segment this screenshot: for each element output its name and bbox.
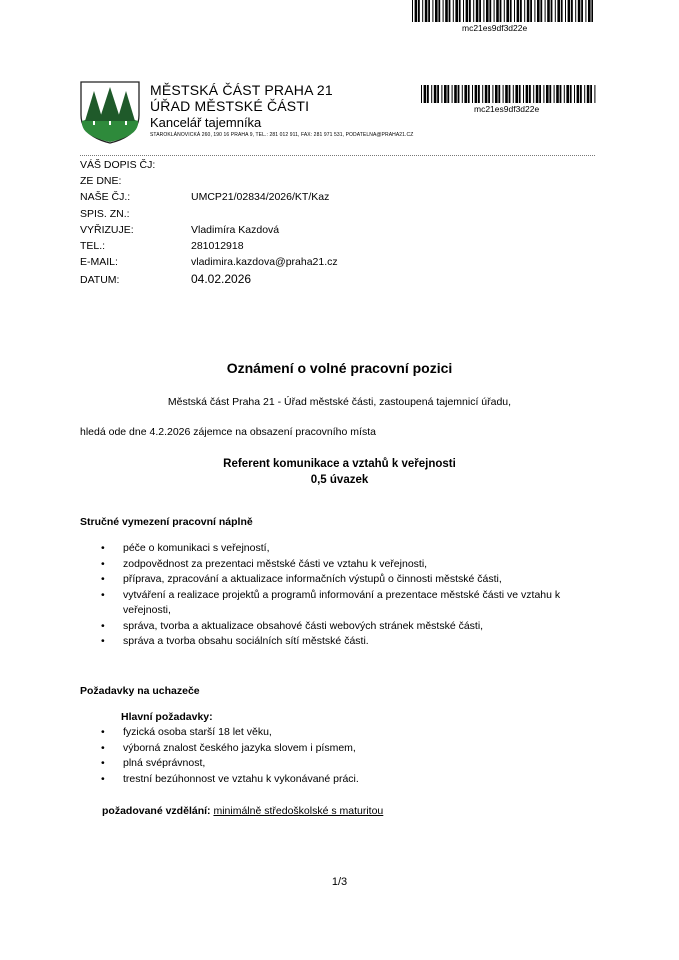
header-divider bbox=[80, 155, 595, 156]
barcode-top bbox=[412, 0, 593, 22]
meta-label: SPIS. ZN.: bbox=[80, 207, 130, 220]
education-label: požadované vzdělání: bbox=[102, 805, 211, 817]
barcode-header bbox=[421, 85, 596, 103]
list-item bbox=[101, 772, 601, 788]
requirements-list bbox=[101, 725, 601, 787]
list-item-text: trestní bezúhonnost ve vztahu k vykonávané práci. bbox=[123, 772, 359, 785]
bullet-icon: • bbox=[101, 741, 105, 754]
list-item-text: vytváření a realizace projektů a programů informování a prezentace městské části ve vztahu k veřejnosti, bbox=[123, 588, 561, 616]
list-item-text: správa, tvorba a aktualizace obsahové části webových stránek městské části, bbox=[123, 619, 484, 632]
meta-value: UMCP21/02834/2026/KT/Kaz bbox=[191, 191, 330, 204]
barcode-header-caption: mc21es9df3d22e bbox=[474, 104, 540, 114]
bullet-icon: • bbox=[101, 757, 105, 769]
list-item-text: péče o komunikaci s veřejností, bbox=[123, 542, 270, 554]
list-item bbox=[101, 725, 601, 741]
bullet-icon: • bbox=[101, 726, 105, 738]
list-item-text: výborná znalost českého jazyka slovem i písmem, bbox=[123, 741, 356, 754]
search-start-text: hledá ode dne 4.2.2026 zájemce na obsazení pracovního místa bbox=[80, 426, 376, 438]
intro-text: Městská část Praha 21 - Úřad městské části, zastoupená tajemnicí úřadu, bbox=[167, 396, 512, 408]
list-item-text: správa a tvorba obsahu sociálních sítí městské části. bbox=[123, 635, 369, 647]
meta-label: E-MAIL: bbox=[80, 256, 118, 269]
meta-label: NAŠE ČJ.: bbox=[80, 191, 131, 204]
requirements-heading: Požadavky na uchazeče bbox=[80, 685, 200, 697]
meta-label: TEL.: bbox=[80, 240, 106, 252]
meta-label: VYŘIZUJE: bbox=[80, 223, 134, 236]
meta-value: Vladimíra Kazdová bbox=[191, 223, 280, 236]
list-item bbox=[101, 572, 601, 588]
meta-label: ZE DNE: bbox=[80, 175, 122, 188]
list-item bbox=[101, 541, 601, 557]
office-subname: ÚŘAD MĚSTSKÉ ČÁSTI bbox=[150, 98, 310, 114]
department-name: Kancelář tajemníka bbox=[150, 115, 262, 130]
list-item-text: plná svéprávnost, bbox=[123, 757, 206, 769]
meta-value: 281012918 bbox=[191, 240, 244, 252]
list-item-text: fyzická osoba starší 18 let věku, bbox=[123, 726, 272, 738]
meta-label: DATUM: bbox=[80, 274, 120, 287]
position-title: Referent komunikace a vztahů k veřejnosti bbox=[223, 458, 456, 470]
document-title: Oznámení o volné pracovní pozici bbox=[226, 360, 453, 376]
barcode-top-caption: mc21es9df3d22e bbox=[462, 23, 528, 33]
list-item-text: příprava, zpracování a aktualizace informačních výstupů o činnosti městské části, bbox=[123, 573, 502, 585]
education-value: minimálně středoškolské s maturitou bbox=[213, 805, 384, 817]
duties-list bbox=[101, 541, 601, 650]
list-item bbox=[101, 588, 601, 619]
list-item bbox=[101, 557, 601, 573]
bullet-icon: • bbox=[101, 772, 105, 785]
meta-value: 04.02.2026 bbox=[191, 272, 252, 287]
list-item bbox=[101, 756, 601, 772]
bullet-icon: • bbox=[101, 588, 105, 601]
list-item bbox=[101, 619, 601, 635]
meta-value: vladimira.kazdova@praha21.cz bbox=[191, 256, 338, 269]
list-item-text: zodpovědnost za prezentaci městské části ve vztahu k veřejnosti, bbox=[123, 557, 428, 570]
bullet-icon: • bbox=[101, 557, 105, 570]
bullet-icon: • bbox=[101, 542, 105, 554]
meta-label: VÁŠ DOPIS ČJ: bbox=[80, 159, 156, 171]
education-requirement bbox=[102, 805, 383, 817]
bullet-icon: • bbox=[101, 619, 105, 632]
duties-heading: Stručné vymezení pracovní náplně bbox=[80, 516, 253, 528]
page-number: 1/3 bbox=[331, 876, 348, 888]
list-item bbox=[101, 741, 601, 757]
main-requirements-heading: Hlavní požadavky: bbox=[121, 711, 213, 723]
office-name: MĚSTSKÁ ČÁST PRAHA 21 bbox=[150, 82, 333, 98]
workload: 0,5 úvazek bbox=[310, 474, 369, 486]
list-item bbox=[101, 634, 601, 650]
bullet-icon: • bbox=[101, 635, 105, 647]
praha21-coat-of-arms-logo bbox=[80, 81, 140, 144]
office-address: STAROKLÁNOVICKÁ 260, 190 16 PRAHA 9, TEL.: 281 012 911, FAX: 281 971 531, PODATELNA@PRAHA21.CZ bbox=[150, 132, 414, 138]
bullet-icon: • bbox=[101, 573, 105, 585]
